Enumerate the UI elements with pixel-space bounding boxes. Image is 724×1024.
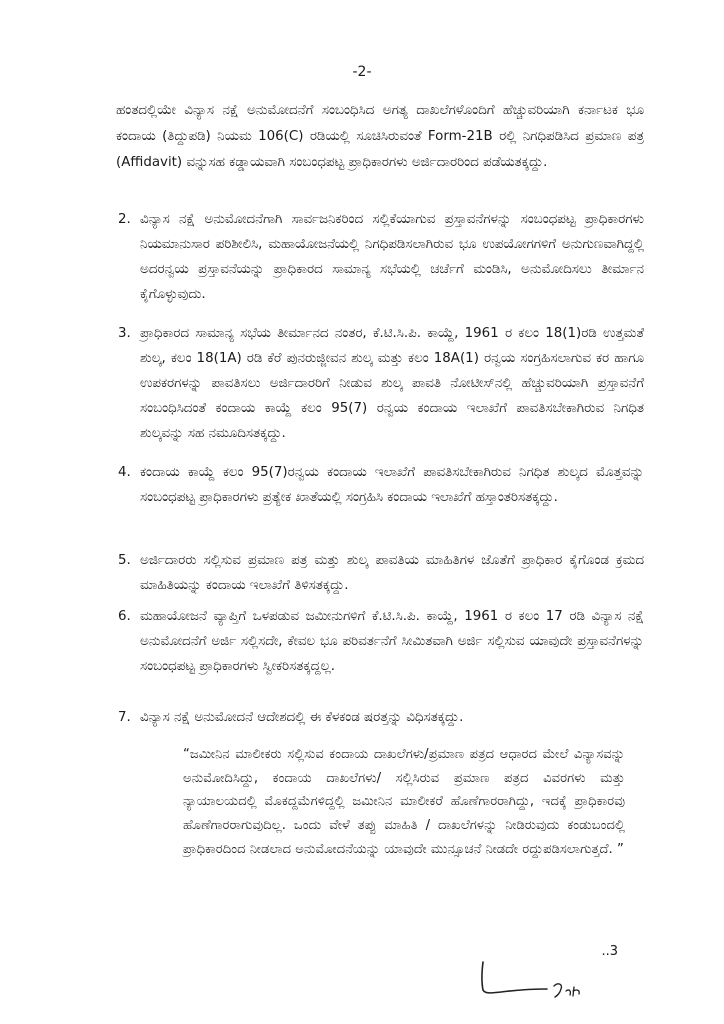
clause-text: ಮಹಾಯೋಜನೆ ವ್ಯಾಪ್ತಿಗೆ ಒಳಪಡುವ ಜಮೀನುಗಳಿಗೆ ಕೆ.ಟಿ.ಸಿ.ಪಿ. ಕಾಯ್ದೆ, 1961 ರ ಕಲಂ 17 ರಡಿ ವಿನ್ಯಾಸ ನಕ್ಷೆ ಅನುಮೋದನೆಗೆ ಅರ್ಜಿ ಸಲ್ಲಿಸದೇ, ಕೇವಲ ಭೂ ಪರಿವರ್ತನೆಗೆ ಸೀಮಿತವಾಗಿ ಅರ್ಜಿ ಸಲ್ಲಿಸುವ ಯಾವುದೇ ಪ್ರಸ್ತಾವನೆಗಳನ್ನು ಸಂಬಂಧಪಟ್ಟ ಪ್ರಾಧಿಕಾರಗಳು ಸ್ವೀಕರಿಸತಕ್ಕದ್ದಲ್ಲ. [140, 609, 644, 674]
clause-number: 3. [118, 326, 131, 341]
clause-number: 5. [118, 553, 131, 568]
numbered-clause-4 [118, 460, 644, 510]
clause-text: ವಿನ್ಯಾಸ ನಕ್ಷೆ ಅನುಮೋದನೆ ಆದೇಶದಲ್ಲಿ ಈ ಕೆಳಕಂಡ ಷರತ್ತನ್ನು ವಿಧಿಸತಕ್ಕದ್ದು. [140, 710, 464, 725]
handwritten-signature [477, 956, 587, 1004]
clause-text: ಪ್ರಾಧಿಕಾರದ ಸಾಮಾನ್ಯ ಸಭೆಯ ತೀರ್ಮಾನದ ನಂತರ, ಕೆ.ಟಿ.ಸಿ.ಪಿ. ಕಾಯ್ದೆ, 1961 ರ ಕಲಂ 18(1)ರಡಿ ಉತ್ತಮತೆ ಶುಲ್ಕ, ಕಲಂ 18(1A) ರಡಿ ಕೆರೆ ಪುನರುಜ್ಜೀವನ ಶುಲ್ಕ ಮತ್ತು ಕಲಂ 18A(1) ರನ್ವಯ ಸಂಗ್ರಹಿಸಲಾಗುವ ಕರ ಹಾಗೂ ಉಪಕರಗಳನ್ನು ಪಾವತಿಸಲು ಅರ್ಜಿದಾರರಿಗೆ ನೀಡುವ ಶುಲ್ಕ ಪಾವತಿ ನೋಟೀಸ್‌ನಲ್ಲಿ ಹೆಚ್ಚುವರಿಯಾಗಿ ಪ್ರಸ್ತಾವನೆಗೆ ಸಂಬಂಧಿಸಿದಂತೆ ಕಂದಾಯ ಕಾಯ್ದೆ ಕಲಂ 95(7) ರನ್ವಯ ಕಂದಾಯ ಇಲಾಖೆಗೆ ಪಾವತಿಸಬೇಕಾಗಿರುವ ನಿಗಧಿತ ಶುಲ್ಕವನ್ನು ಸಹ ನಮೂದಿಸತಕ್ಕದ್ದು. [140, 326, 644, 441]
numbered-clause-5 [118, 548, 644, 598]
clause-text: ಕಂದಾಯ ಕಾಯ್ದೆ ಕಲಂ 95(7)ರನ್ವಯ ಕಂದಾಯ ಇಲಾಖೆಗೆ ಪಾವತಿಸಬೇಕಾಗಿರುವ ನಿಗಧಿತ ಶುಲ್ಕದ ಮೊತ್ತವನ್ನು ಸಂಬಂಧಪಟ್ಟ ಪ್ರಾಧಿಕಾರಗಳು ಪ್ರತ್ಯೇಕ ಖಾತೆಯಲ್ಲಿ ಸಂಗ್ರಹಿಸಿ ಕಂದಾಯ ಇಲಾಖೆಗೆ ಹಸ್ತಾಂತರಿಸತಕ್ಕದ್ದು. [140, 465, 644, 505]
clause-number: 4. [118, 465, 131, 480]
numbered-clause-6 [118, 604, 644, 679]
continuation-marker: ..3 [601, 944, 618, 959]
clause-number: 6. [118, 609, 131, 624]
clause-number: 7. [118, 710, 131, 725]
quoted-condition: “ಜಮೀನಿನ ಮಾಲೀಕರು ಸಲ್ಲಿಸುವ ಕಂದಾಯ ದಾಖಲೆಗಳು/ಪ್ರಮಾಣ ಪತ್ರದ ಆಧಾರದ ಮೇಲೆ ವಿನ್ಯಾಸವನ್ನು ಅನುಮೋದಿಸಿದ್ದು, ಕಂದಾಯ ದಾಖಲೆಗಳು/ ಸಲ್ಲಿಸಿರುವ ಪ್ರಮಾಣ ಪತ್ರದ ವಿವರಗಳು ಮತ್ತು ನ್ಯಾಯಾಲಯದಲ್ಲಿ ಮೊಕದ್ದಮೆಗಳಿದ್ದಲ್ಲಿ ಜಮೀನಿನ ಮಾಲೀಕರೆ ಹೊಣೆಗಾರರಾಗಿದ್ದು, ಇದಕ್ಕೆ ಪ್ರಾಧಿಕಾರವು ಹೊಣೆಗಾರರಾಗುವುದಿಲ್ಲ. ಒಂದು ವೇಳೆ ತಪ್ಪು ಮಾಹಿತಿ / ದಾಖಲೆಗಳನ್ನು ನೀಡಿರುವುದು ಕಂಡುಬಂದಲ್ಲಿ ಪ್ರಾಧಿಕಾರದಿಂದ ನೀಡಲಾದ ಅನುಮೋದನೆಯನ್ನು ಯಾವುದೇ ಮುನ್ಸೂಚನೆ ನೀಡದೇ ರದ್ದುಪಡಿಸಲಾಗುತ್ತದೆ. ” [183, 747, 625, 857]
numbered-clause-3 [118, 321, 644, 446]
page-number: -2- [352, 64, 372, 80]
numbered-clause-2 [118, 207, 644, 307]
clause-text: ಅರ್ಜಿದಾರರು ಸಲ್ಲಿಸುವ ಪ್ರಮಾಣ ಪತ್ರ ಮತ್ತು ಶುಲ್ಕ ಪಾವತಿಯ ಮಾಹಿತಿಗಳ ಜೊತೆಗೆ ಪ್ರಾಧಿಕಾರ ಕೈಗೊಂಡ ಕ್ರಮದ ಮಾಹಿತಿಯನ್ನು ಕಂದಾಯ ಇಲಾಖೆಗೆ ತಿಳಿಸತಕ್ಕದ್ದು. [140, 553, 644, 593]
clause-number: 2. [118, 212, 131, 227]
continued-paragraph: ಹಂತದಲ್ಲಿಯೇ ವಿನ್ಯಾಸ ನಕ್ಷೆ ಅನುಮೋದನೆಗೆ ಸಂಬಂಧಿಸಿದ ಅಗತ್ಯ ದಾಖಲೆಗಳೊಂದಿಗೆ ಹೆಚ್ಚುವರಿಯಾಗಿ ಕರ್ನಾಟಕ ಭೂ ಕಂದಾಯ (ತಿದ್ದುಪಡಿ) ನಿಯಮ 106(C) ರಡಿಯಲ್ಲಿ ಸೂಚಿಸಿರುವಂತೆ Form-21B ರಲ್ಲಿ ನಿಗಧಿಪಡಿಸಿದ ಪ್ರಮಾಣ ಪತ್ರ (Affidavit) ವನ್ನುಸಹ ಕಡ್ಡಾಯವಾಗಿ ಸಂಬಂಧಪಟ್ಟ ಪ್ರಾಧಿಕಾರಗಳು ಅರ್ಜಿದಾರರಿಂದ ಪಡೆಯತಕ್ಕದ್ದು. [116, 103, 644, 170]
numbered-clause-7 [118, 705, 644, 730]
clause-text: ವಿನ್ಯಾಸ ನಕ್ಷೆ ಅನುಮೋದನೆಗಾಗಿ ಸಾರ್ವಜನಿಕರಿಂದ ಸಲ್ಲಿಕೆಯಾಗುವ ಪ್ರಸ್ತಾವನೆಗಳನ್ನು ಸಂಬಂಧಪಟ್ಟ ಪ್ರಾಧಿಕಾರಗಳು ನಿಯಮಾನುಸಾರ ಪರಿಶೀಲಿಸಿ, ಮಹಾಯೋಜನೆಯಲ್ಲಿ ನಿಗಧಿಪಡಿಸಲಾಗಿರುವ ಭೂ ಉಪಯೋಗಗಳಿಗೆ ಅನುಗುಣವಾಗಿದ್ದಲ್ಲಿ ಅದರನ್ವಯ ಪ್ರಸ್ತಾವನೆಯನ್ನು ಪ್ರಾಧಿಕಾರದ ಸಾಮಾನ್ಯ ಸಭೆಯಲ್ಲಿ ಚರ್ಚೆಗೆ ಮಂಡಿಸಿ, ಅನುಮೋದಿಸಲು ತೀರ್ಮಾನ ಕೈಗೊಳ್ಳುವುದು. [140, 212, 644, 302]
